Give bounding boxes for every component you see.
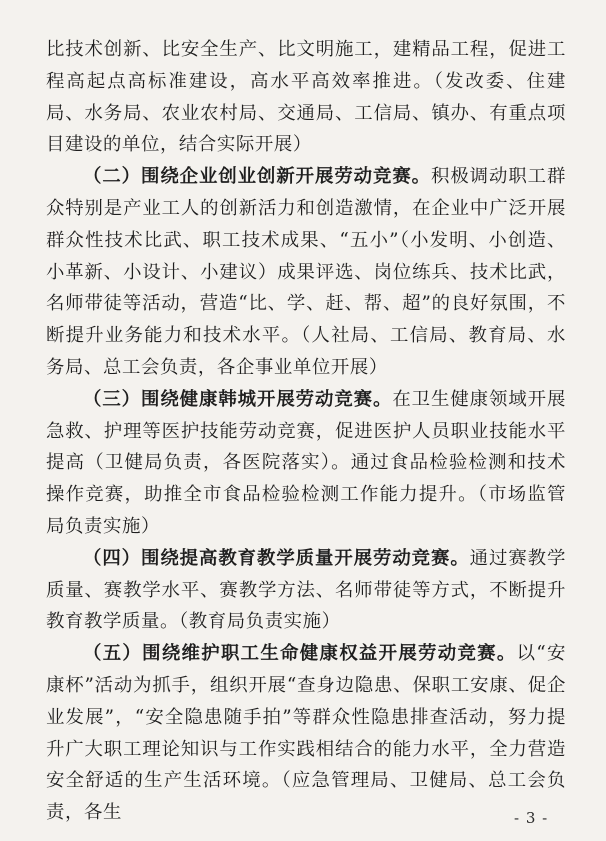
- paragraph-section-5: [46, 638, 566, 829]
- paragraph-text: 积极调动职工群众特别是产业工人的创新活力和创造激情，在企业中广泛开展群众性技术比武、职工技术成果、“五小”（小发明、小创造、小革新、小设计、小建议）成果评选、岗位练兵、技术比武，名师带徒等活动，营造“比、学、赶、帮、超”的良好氛围，不断提升业务能力和技术水平。（人社局、工信局、教育局、水务局、总工会负责，各企事业单位开展）: [46, 166, 566, 378]
- paragraph-section-4: [46, 543, 566, 638]
- paragraph-text: 在卫生健康领域开展急救、护理等医护技能劳动竞赛，促进医护人员职业技能水平提高（卫健局负责，各医院落实）。通过食品检验检测和技术操作竞赛，助推全市食品检验检测工作能力提升。（市场监管局负责实施）: [46, 388, 566, 537]
- document-body: [46, 34, 566, 829]
- section-heading: （四）围绕提高教育教学质量开展劳动竞赛。: [83, 547, 470, 569]
- section-heading: （五）围绕维护职工生命健康权益开展劳动竞赛。: [83, 643, 517, 665]
- paragraph-text: 以“安康杯”活动为抓手，组织开展“查身边隐患、保职工安康、促企业发展”，“安全隐患随手拍”等群众性隐患排查活动，努力提升广大职工理论知识与工作实践相结合的能力水平，全力营造安全舒适的生产生活环境。（应急管理局、卫健局、总工会负责，各生: [46, 643, 566, 824]
- page-number: - 3 -: [514, 809, 549, 827]
- paragraph-section-3: [46, 384, 566, 543]
- paragraph-continuation: [46, 34, 566, 161]
- paragraph-section-2: [46, 161, 566, 384]
- paragraph-text: 比技术创新、比安全生产、比文明施工，建精品工程，促进工程高起点高标准建设，高水平高效率推进。（发改委、住建局、水务局、农业农村局、交通局、工信局、镇办、有重点项目建设的单位，结合实际开展）: [46, 39, 566, 156]
- paragraph-text: 通过赛教学质量、赛教学水平、赛教学方法、名师带徒等方式，不断提升教育教学质量。（教育局负责实施）: [46, 547, 566, 633]
- section-heading: （三）围绕健康韩城开展劳动竞赛。: [83, 388, 393, 410]
- section-heading: （二）围绕企业创业创新开展劳动竞赛。: [83, 166, 431, 188]
